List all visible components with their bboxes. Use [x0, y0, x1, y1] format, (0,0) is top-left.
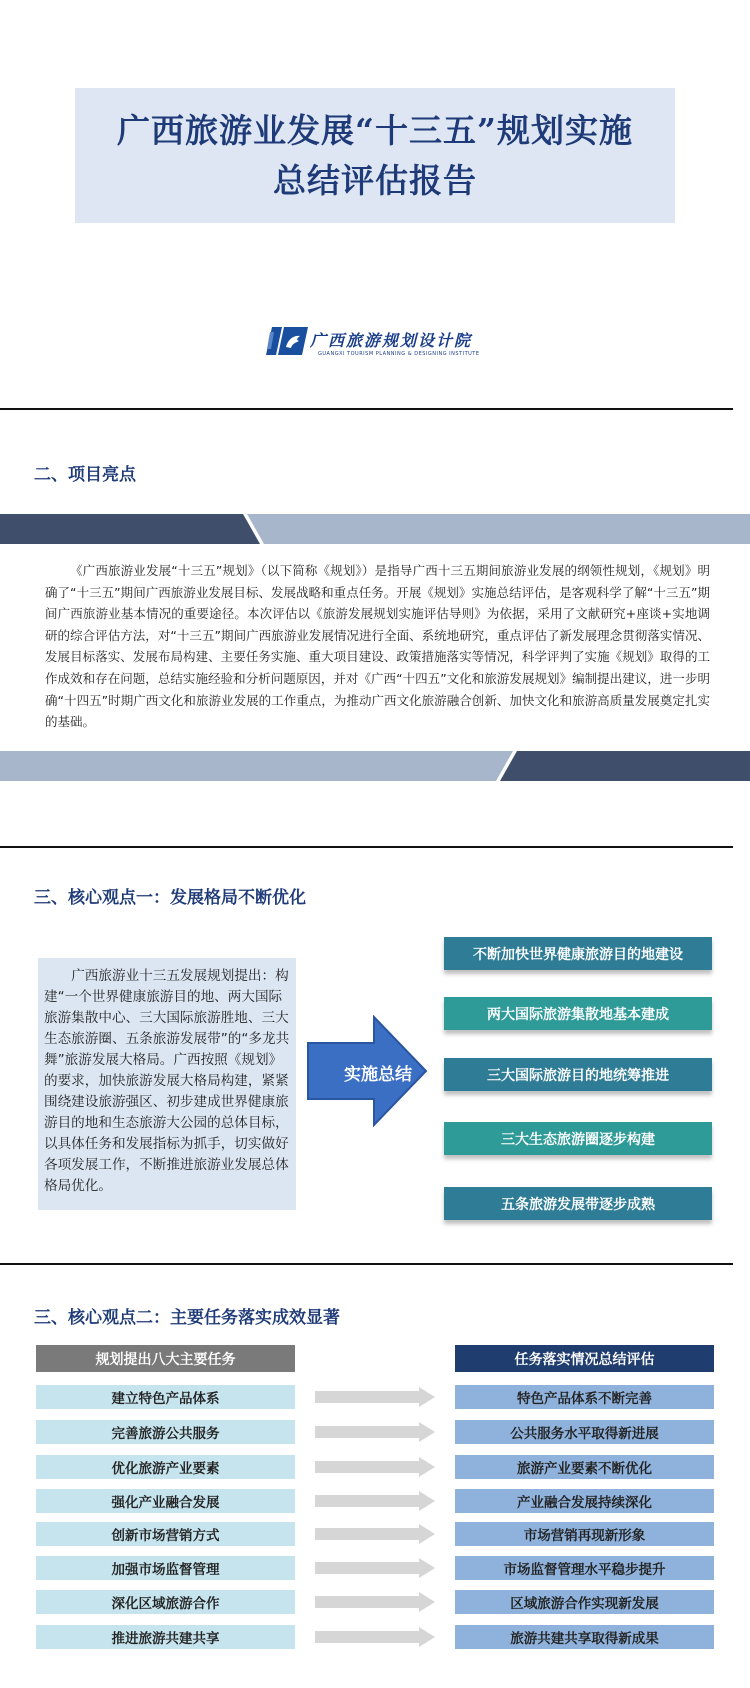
result-box: 五条旅游发展带逐步成熟	[444, 1187, 712, 1220]
result-box: 三大国际旅游目的地统筹推进	[444, 1058, 712, 1091]
result-box: 两大国际旅游集散地基本建成	[444, 997, 712, 1030]
gray-arrow-icon	[315, 1627, 435, 1647]
evaluation-item: 产业融合发展持续深化	[455, 1489, 714, 1513]
evaluation-item: 市场营销再现新形象	[455, 1522, 714, 1546]
report-title-box	[75, 88, 675, 223]
section-divider	[0, 846, 733, 848]
evaluation-item: 特色产品体系不断完善	[455, 1385, 714, 1409]
gray-arrow-icon	[315, 1422, 435, 1442]
gray-arrow-icon	[315, 1457, 435, 1477]
gray-arrow-icon	[315, 1592, 435, 1612]
evaluation-item: 市场监督管理水平稳步提升	[455, 1556, 714, 1580]
task-item: 强化产业融合发展	[36, 1489, 295, 1513]
institute-name-cn: 广西旅游规划设计院	[310, 331, 473, 350]
task-item: 完善旅游公共服务	[36, 1420, 295, 1444]
layout-summary-box: 广西旅游业十三五发展规划提出：构建“一个世界健康旅游目的地、两大国际旅游集散中心、三大国际旅游胜地、三大生态旅游圈、五条旅游发展带”的“多龙共舞”旅游发展大格局。广西按照《规划》的要求，加快旅游发展大格局构建，紧紧围绕建设旅游强区、初步建成世界健康旅游目的地和生态旅游大公园的总体目标，以具体任务和发展指标为抓手，切实做好各项发展工作，不断推进旅游业发展总体格局优化。	[38, 958, 296, 1210]
gray-arrow-icon	[315, 1387, 435, 1407]
tasks-header: 规划提出八大主要任务	[36, 1345, 295, 1372]
implementation-arrow-label: 实施总结	[344, 1065, 412, 1085]
task-item: 推进旅游共建共享	[36, 1625, 295, 1649]
task-item: 建立特色产品体系	[36, 1385, 295, 1409]
section-heading-layout: 三、核心观点一：发展格局不断优化	[34, 888, 306, 908]
task-item: 深化区域旅游合作	[36, 1590, 295, 1614]
institute-logo	[266, 325, 486, 365]
section-divider	[0, 408, 733, 410]
task-item: 加强市场监督管理	[36, 1556, 295, 1580]
section-heading-highlights: 二、项目亮点	[34, 465, 136, 485]
highlights-paragraph: 《广西旅游业发展“十三五”规划》（以下简称《规划》）是指导广西十三五期间旅游业发展的纲领性规划，《规划》明确了“十三五”期间广西旅游业发展目标、发展战略和重点任务。开展《规划》实施总结评估，是客观科学了解“十三五”期间广西旅游业基本情况的重要途径。本次评估以《旅游发展规划实施评估导则》为依据，采用了文献研究+座谈+实地调研的综合评估方法，对“十三五”期间广西旅游业发展情况进行全面、系统地研究，重点评估了新发展理念贯彻落实情况、发展目标落实、发展布局构建、主要任务实施、重大项目建设、政策措施落实等情况，科学评判了实施《规划》取得的工作成效和存在问题，总结实施经验和分析问题原因，并对《广西“十四五”文化和旅游发展规划》编制提出建议，进一步明确“十四五”时期广西文化和旅游业发展的工作重点，为推动广西文化旅游融合创新、加快文化和旅游高质量发展奠定扎实的基础。	[45, 563, 710, 730]
evaluation-item: 公共服务水平取得新进展	[455, 1420, 714, 1444]
section-divider	[0, 1263, 733, 1265]
task-item: 优化旅游产业要素	[36, 1455, 295, 1479]
evaluation-item: 旅游共建共享取得新成果	[455, 1625, 714, 1649]
institute-name-en: GUANGXI TOURISM PLANNING & DESIGNING INSTITUTE	[318, 351, 480, 357]
decorative-band-bottom	[0, 751, 750, 781]
decorative-band-top	[0, 514, 750, 544]
section-heading-tasks: 三、核心观点二：主要任务落实成效显著	[34, 1308, 340, 1328]
evaluation-item: 区域旅游合作实现新发展	[455, 1590, 714, 1614]
gray-arrow-icon	[315, 1524, 435, 1544]
result-box: 不断加快世界健康旅游目的地建设	[444, 937, 712, 970]
evaluation-header: 任务落实情况总结评估	[455, 1345, 714, 1372]
task-item: 创新市场营销方式	[36, 1522, 295, 1546]
evaluation-item: 旅游产业要素不断优化	[455, 1455, 714, 1479]
institute-logo-icon	[266, 327, 308, 355]
result-box: 三大生态旅游圈逐步构建	[444, 1122, 712, 1155]
gray-arrow-icon	[315, 1558, 435, 1578]
report-title-line2: 总结评估报告	[273, 160, 477, 200]
gray-arrow-icon	[315, 1491, 435, 1511]
report-title-line1: 广西旅游业发展“十三五”规划实施	[117, 110, 633, 150]
